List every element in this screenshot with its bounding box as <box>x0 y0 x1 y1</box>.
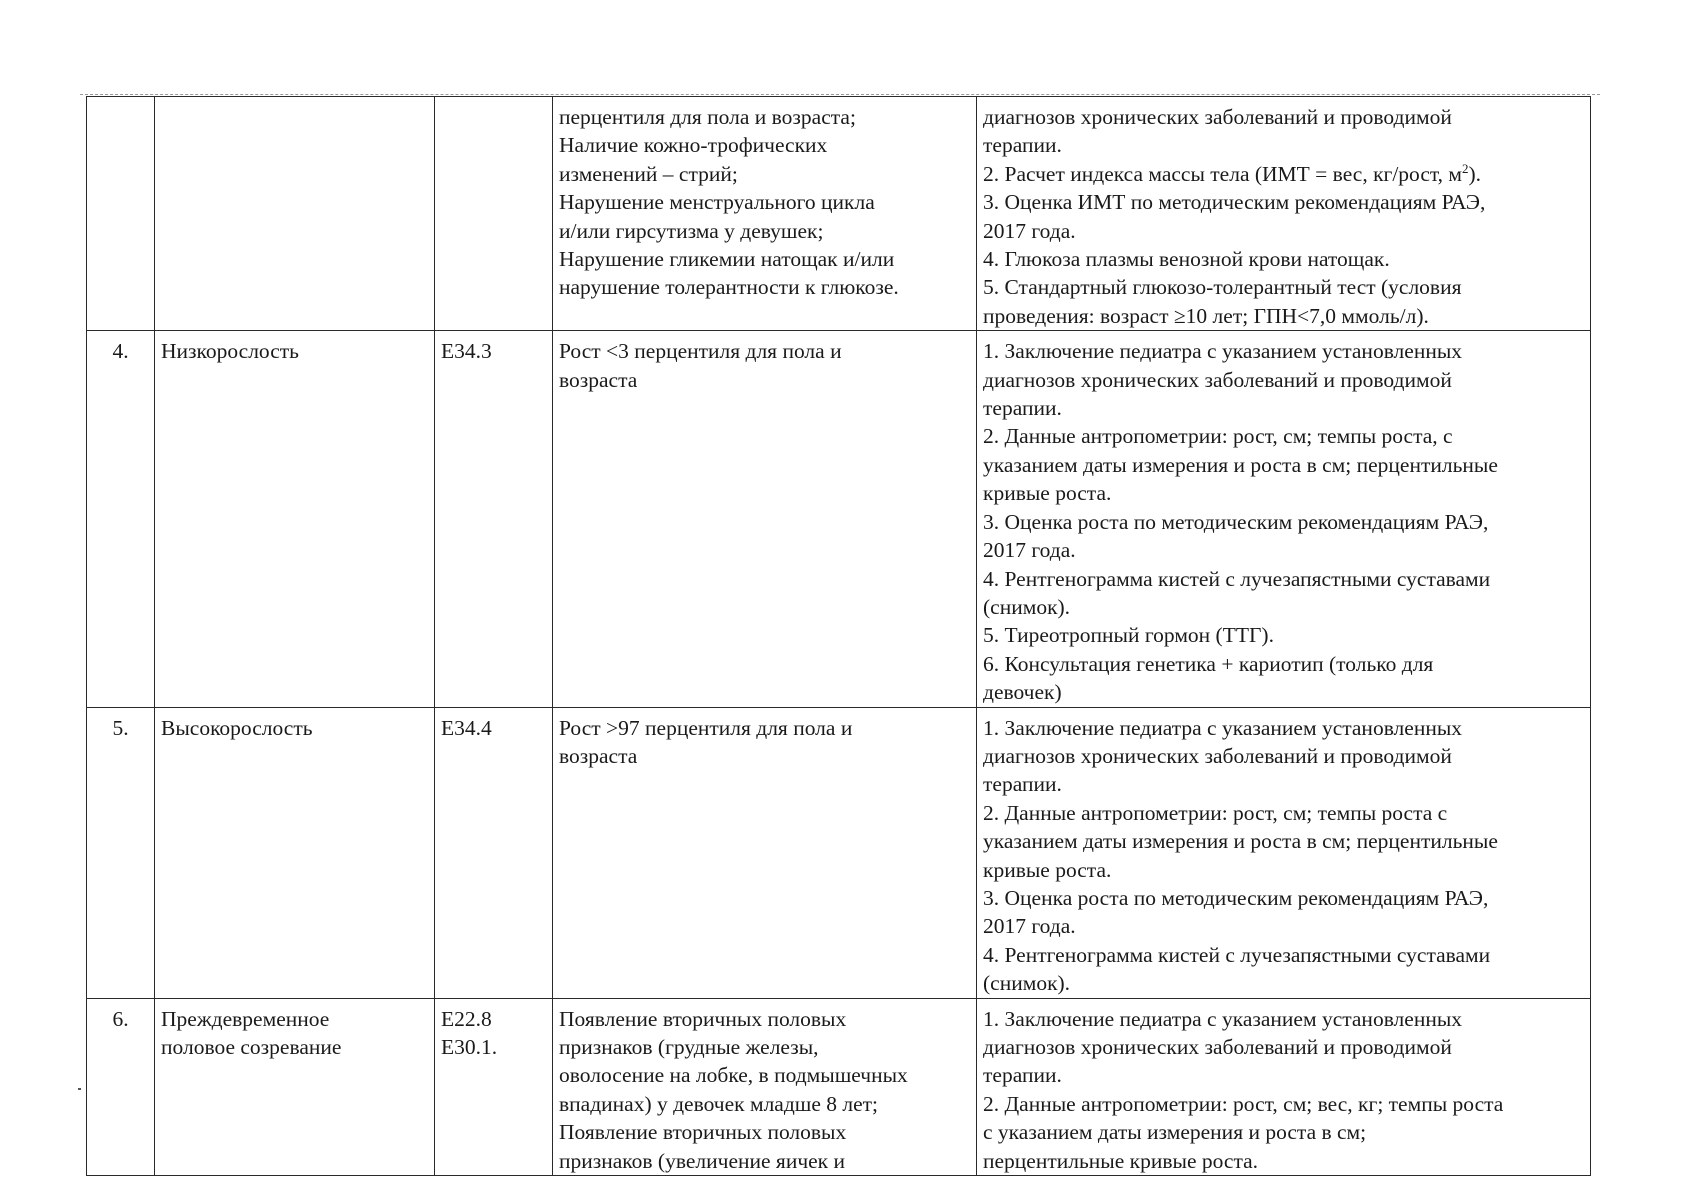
row-number-cell <box>87 97 155 331</box>
condition-name-line: Преждевременное <box>161 1006 330 1031</box>
criteria-line: Появление вторичных половых <box>559 1120 847 1145</box>
document-line: проведения: возраст ≥10 лет; ГПН<7,0 ммоль/л). <box>983 303 1429 328</box>
condition-name: Низкорослость <box>161 339 299 364</box>
icd-code-cell <box>435 97 553 331</box>
document-line: 2. Данные антропометрии: рост, см; вес, кг; темпы роста <box>983 1091 1504 1116</box>
required-documents-cell <box>977 998 1591 1175</box>
document-line: указанием даты измерения и роста в см; перцентильные <box>983 829 1498 854</box>
document-line: 5. Стандартный глюкозо-толерантный тест (условия <box>983 275 1462 300</box>
condition-name-cell <box>155 97 435 331</box>
condition-name-cell <box>155 331 435 707</box>
criteria-table <box>86 96 1591 1176</box>
icd-code: E34.3 <box>441 339 492 364</box>
table-row <box>87 707 1591 998</box>
criteria-line: Нарушение менструального цикла <box>559 190 875 215</box>
document-line: 3. Оценка роста по методическим рекомендациям РАЭ, <box>983 509 1489 534</box>
criteria-line: Нарушение гликемии натощак и/или <box>559 247 895 272</box>
document-line: 1. Заключение педиатра с указанием установленных <box>983 715 1463 740</box>
criteria-line: перцентиля для пола и возраста; <box>559 105 856 129</box>
superscript-exponent: 2 <box>1462 160 1469 176</box>
document-line: диагнозов хронических заболеваний и проводимой <box>983 743 1452 768</box>
document-line: 4. Рентгенограмма кистей с лучезапястными суставами <box>983 942 1491 967</box>
document-line: с указанием даты измерения и роста в см; <box>983 1120 1367 1145</box>
icd-code-cell <box>435 331 553 707</box>
row-number: 5. <box>112 715 129 740</box>
document-line: перцентильные кривые роста. <box>983 1148 1259 1173</box>
criteria-line: признаков (грудные железы, <box>559 1035 819 1059</box>
condition-name-line: половое созревание <box>161 1035 342 1059</box>
document-line: 1. Заключение педиатра с указанием установленных <box>983 339 1463 364</box>
row-number: 6. <box>112 1006 129 1031</box>
table-row <box>87 998 1591 1175</box>
document-line: (снимок). <box>983 971 1071 996</box>
document-line: 2017 года. <box>983 218 1076 243</box>
scan-speck <box>78 1088 81 1090</box>
document-line: диагнозов хронических заболеваний и проводимой <box>983 367 1452 392</box>
document-line: терапии. <box>983 772 1062 797</box>
criteria-line: Наличие кожно-трофических <box>559 133 828 158</box>
criteria-line: Появление вторичных половых <box>559 1006 847 1031</box>
document-line: терапии. <box>983 396 1062 421</box>
criteria-line: оволосение на лобке, в подмышечных <box>559 1063 908 1088</box>
document-line: 4. Глюкоза плазмы венозной крови натощак. <box>983 247 1390 272</box>
condition-name-cell <box>155 998 435 1175</box>
referral-criteria-cell <box>553 998 977 1175</box>
table-row <box>87 97 1591 331</box>
document-line: 1. Заключение педиатра с указанием установленных <box>983 1006 1463 1031</box>
row-number-cell <box>87 998 155 1175</box>
condition-name: Высокорослость <box>161 715 313 740</box>
document-line: 5. Тиреотропный гормон (ТТГ). <box>983 623 1274 648</box>
document-line: терапии. <box>983 1063 1062 1088</box>
document-line: диагнозов хронических заболеваний и проводимой <box>983 1035 1452 1059</box>
icd-code: E34.4 <box>441 715 492 740</box>
referral-criteria-cell <box>553 97 977 331</box>
required-documents-cell <box>977 707 1591 998</box>
document-line: терапии. <box>983 133 1062 158</box>
icd-code: E22.8 <box>441 1006 492 1031</box>
document-line: кривые роста. <box>983 857 1112 882</box>
document-line: 3. Оценка роста по методическим рекомендациям РАЭ, <box>983 885 1489 910</box>
row-number-cell <box>87 707 155 998</box>
document-line: девочек) <box>983 680 1062 705</box>
criteria-line: Рост >97 перцентиля для пола и <box>559 715 853 740</box>
criteria-line: признаков (увеличение яичек и <box>559 1148 846 1173</box>
document-line: 2017 года. <box>983 538 1076 563</box>
document-line: 3. Оценка ИМТ по методическим рекомендациям РАЭ, <box>983 190 1486 215</box>
document-line: указанием даты измерения и роста в см; перцентильные <box>983 452 1498 477</box>
icd-code-cell <box>435 707 553 998</box>
criteria-line: Рост <3 перцентиля для пола и <box>559 339 842 364</box>
document-line: кривые роста. <box>983 481 1112 506</box>
required-documents-cell <box>977 331 1591 707</box>
table-row <box>87 331 1591 707</box>
icd-code-cell <box>435 998 553 1175</box>
referral-criteria-cell <box>553 707 977 998</box>
document-line: 4. Рентгенограмма кистей с лучезапястными суставами <box>983 566 1491 591</box>
required-documents-cell <box>977 97 1591 331</box>
criteria-line: и/или гирсутизма у девушек; <box>559 218 824 243</box>
criteria-line: изменений – стрий; <box>559 161 738 186</box>
document-line: диагнозов хронических заболеваний и проводимой <box>983 105 1452 129</box>
criteria-line: возраста <box>559 743 638 768</box>
referral-criteria-cell <box>553 331 977 707</box>
criteria-line: возраста <box>559 367 638 392</box>
row-number: 4. <box>112 339 129 364</box>
condition-name-cell <box>155 707 435 998</box>
icd-code: E30.1. <box>441 1035 498 1059</box>
document-line: 2. Данные антропометрии: рост, см; темпы роста с <box>983 800 1448 825</box>
row-number-cell <box>87 331 155 707</box>
document-line: 2017 года. <box>983 914 1076 939</box>
page-top-edge <box>80 94 1600 95</box>
criteria-line: нарушение толерантности к глюкозе. <box>559 275 899 300</box>
document-line: (снимок). <box>983 594 1071 619</box>
document-line: 2. Расчет индекса массы тела (ИМТ = вес, кг/рост, $м^2$). <box>983 160 1482 186</box>
document-line: 6. Консультация генетика + кариотип (только для <box>983 651 1434 676</box>
criteria-line: впадинах) у девочек младше 8 лет; <box>559 1091 879 1116</box>
document-line: 2. Данные антропометрии: рост, см; темпы роста, с <box>983 424 1453 449</box>
